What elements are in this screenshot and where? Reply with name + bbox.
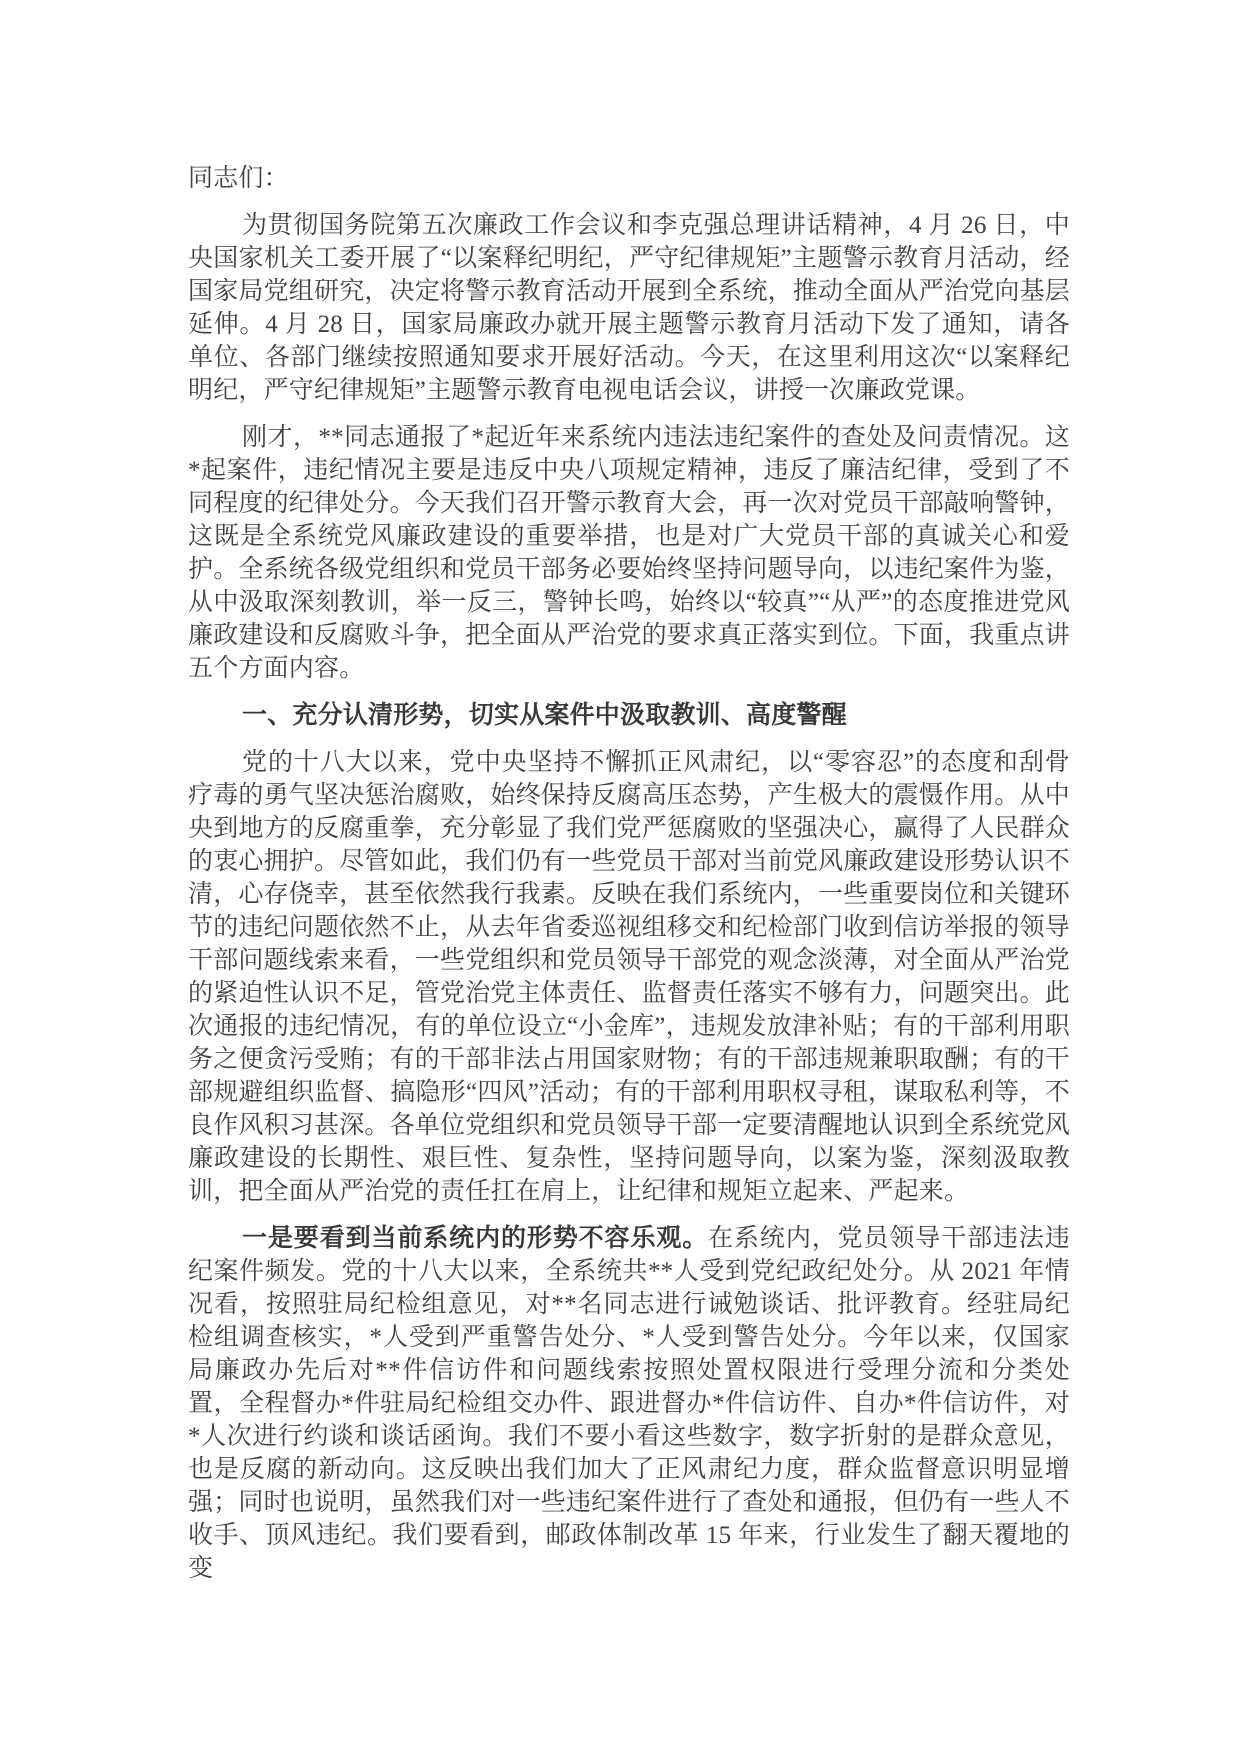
paragraph-case-briefing: 刚才，**同志通报了*起近年来系统内违法违纪案件的查处及问责情况。这*起案件，违纪情况主要是违反中央八项规定精神，违反了廉洁纪律，受到了不同程度的纪律处分。今天我们召开警示教育大会，再一次对党员干部敲响警钟，这既是全系统党风廉政建设的重要举措，也是对广大党员干部的真诚关心和爱护。全系统各级党组织和党员干部务必要始终坚持问题导向，以违纪案件为鉴，从中汲取深刻教训，举一反三，警钟长鸣，始终以“较真”“从严”的态度推进党风廉政建设和反腐败斗争，把全面从严治党的要求真正落实到位。下面，我重点讲五个方面内容。 [188, 424, 1071, 682]
paragraph-point-one-body: 在系统内，党员领导干部违法违纪案件频发。党的十八大以来，全系统共**人受到党纪政纪处分。从 2021 年情况看，按照驻局纪检组意见，对**名同志进行诫勉谈话、批评教育。经驻局纪检组调查核实，*人受到严重警告处分、*人受到警告处分。今年以来，仅国家局廉政办先后对**件信访件和问题线索按照处置权限进行受理分流和分类处置，全程督办*件驻局纪检组交办件、跟进督办*件信访件、自办*件信访件，对*人次进行约谈和谈话函询。我们不要小看这些数字，数字折射的是群众意见，也是反腐的新动向。这反映出我们加大了正风肃纪力度，群众监督意识明显增强；同时也说明，虽然我们对一些违纪案件进行了查处和通报，但仍有一些人不收手、顶风违纪。我们要看到，邮政体制改革 15 年来，行业发生了翻天覆地的变 [188, 1225, 1071, 1582]
salutation: 同志们： [188, 165, 289, 192]
paragraph-point-one-bold-lead: 一是要看到当前系统内的形势不容乐观。 [242, 1225, 709, 1252]
section-heading-1: 一、充分认清形势，切实从案件中汲取教训、高度警醒 [242, 702, 847, 729]
paragraph-intro: 为贯彻国务院第五次廉政工作会议和李克强总理讲话精神，4 月 26 日，中央国家机关工委开展了“以案释纪明纪，严守纪律规矩”主题警示教育月活动，经国家局党组研究，决定将警示教育活动开展到全系统，推动全面从严治党向基层延伸。4 月 28 日，国家局廉政办就开展主题警示教育月活动下发了通知，请各单位、各部门继续按照通知要求开展好活动。今天，在这里利用这次“以案释纪明纪，严守纪律规矩”主题警示教育电视电话会议，讲授一次廉政党课。 [188, 212, 1071, 404]
paragraph-point-one [188, 1222, 1070, 1585]
paragraph-situation-analysis: 党的十八大以来，党中央坚持不懈抓正风肃纪，以“零容忍”的态度和刮骨疗毒的勇气坚决惩治腐败，始终保持反腐高压态势，产生极大的震慑作用。从中央到地方的反腐重拳，充分彰显了我们党严惩腐败的坚强决心，赢得了人民群众的衷心拥护。尽管如此，我们仍有一些党员干部对当前党风廉政建设形势认识不清，心存侥幸，甚至依然我行我素。反映在我们系统内，一些重要岗位和关键环节的违纪问题依然不止，从去年省委巡视组移交和纪检部门收到信访举报的领导干部问题线索来看，一些党组织和党员领导干部党的观念淡薄，对全面从严治党的紧迫性认识不足，管党治党主体责任、监督责任落实不够有力，问题突出。此次通报的违纪情况，有的单位设立“小金库”，违规发放津补贴；有的干部利用职务之便贪污受贿；有的干部非法占用国家财物；有的干部违规兼职取酬；有的干部规避组织监督、搞隐形“四风”活动；有的干部利用职权寻租，谋取私利等，不良作风积习甚深。各单位党组织和党员领导干部一定要清醒地认识到全系统党风廉政建设的长期性、艰巨性、复杂性，坚持问题导向，以案为鉴，深刻汲取教训，把全面从严治党的责任扛在肩上，让纪律和规矩立起来、严起来。 [188, 749, 1071, 1205]
